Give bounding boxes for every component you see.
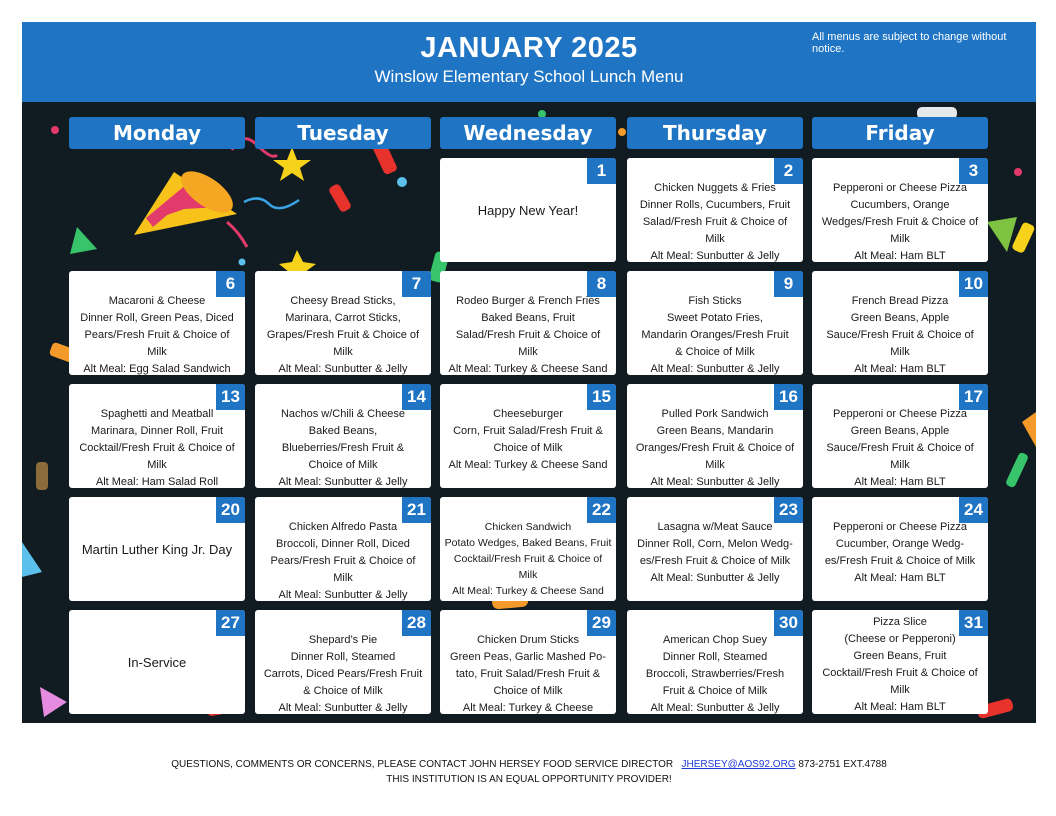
calendar-day-30 <box>627 610 803 714</box>
day-note: Martin Luther King Jr. Day <box>81 541 233 557</box>
menu-text: Chicken Alfredo Pasta Broccoli, Dinner Roll, Diced Pears/Fresh Fruit & Choice of Milk Alt Meal: Sunbutter & Jelly <box>270 521 416 601</box>
day-number: 21 <box>402 497 431 523</box>
calendar-day-14 <box>255 384 431 488</box>
day-number: 23 <box>774 497 803 523</box>
calendar-day-8 <box>440 271 616 375</box>
calendar-day-15 <box>440 384 616 488</box>
calendar-day-17 <box>812 384 988 488</box>
menu-text: Shepard’s Pie Dinner Roll, Steamed Carrots, Diced Pears/Fresh Fruit & Choice of Milk Alt Meal: Sunbutter & Jelly <box>263 634 423 714</box>
day-number: 30 <box>774 610 803 636</box>
page-title: JANUARY 2025 <box>420 32 638 64</box>
day-number: 1 <box>587 158 616 184</box>
day-number: 22 <box>587 497 616 523</box>
contact-email-link[interactable]: JHERSEY@AOS92.ORG <box>681 759 796 770</box>
party-popper-icon <box>134 139 299 247</box>
day-number: 20 <box>216 497 245 523</box>
footer-contact <box>22 759 1036 770</box>
calendar-day-1 <box>440 158 616 262</box>
calendar-day-24 <box>812 497 988 601</box>
menu-text: Pepperoni or Cheese Pizza Green Beans, Apple Sauce/Fresh Fruit & Choice of Milk Alt Meal: Ham BLT <box>826 408 974 488</box>
page-subtitle: Winslow Elementary School Lunch Menu <box>374 67 684 86</box>
day-number: 31 <box>959 610 988 636</box>
menu-text: Nachos w/Chili & Cheese Baked Beans, Blueberries/Fresh Fruit & Choice of Milk Alt Meal: Sunbutter & Jelly <box>278 408 408 488</box>
day-number: 6 <box>216 271 245 297</box>
menu-text: Pepperoni or Cheese Pizza Cucumber, Orange Wedg- es/Fresh Fruit & Choice of Milk Alt Meal: Ham BLT <box>824 521 976 584</box>
calendar-day-27 <box>69 610 245 714</box>
calendar-day-6 <box>69 271 245 375</box>
day-number: 24 <box>959 497 988 523</box>
calendar-day-16 <box>627 384 803 488</box>
day-number: 8 <box>587 271 616 297</box>
calendar-day-29 <box>440 610 616 714</box>
calendar-day-21 <box>255 497 431 601</box>
day-number: 7 <box>402 271 431 297</box>
day-number: 28 <box>402 610 431 636</box>
calendar-day-20 <box>69 497 245 601</box>
day-number: 3 <box>959 158 988 184</box>
day-number: 14 <box>402 384 431 410</box>
page-header <box>22 22 1036 102</box>
menu-text: Pizza Slice (Cheese or Pepperoni) Green Beans, Fruit Cocktail/Fresh Fruit & Choice of Milk Alt Meal: Ham BLT <box>822 616 978 713</box>
menu-text: Pepperoni or Cheese Pizza Cucumbers, Orange Wedges/Fresh Fruit & Choice of Milk Alt Meal: Ham BLT <box>821 182 979 262</box>
day-note: In-Service <box>127 654 187 670</box>
day-number: 13 <box>216 384 245 410</box>
calendar-day-2 <box>627 158 803 262</box>
calendar-day-28 <box>255 610 431 714</box>
day-number: 10 <box>959 271 988 297</box>
menu-text: Fish Sticks Sweet Potato Fries, Mandarin Oranges/Fresh Fruit & Choice of Milk Alt Meal: Sunbutter & Jelly <box>641 295 789 375</box>
calendar-day-10 <box>812 271 988 375</box>
day-number: 27 <box>216 610 245 636</box>
day-number: 2 <box>774 158 803 184</box>
menu-text: French Bread Pizza Green Beans, Apple Sauce/Fresh Fruit & Choice of Milk Alt Meal: Ham BLT <box>826 295 974 375</box>
calendar-day-22 <box>440 497 616 601</box>
day-header-thursday: Thursday <box>627 117 803 149</box>
calendar-day-9 <box>627 271 803 375</box>
menu-text: Chicken Sandwich Potato Wedges, Baked Beans, Fruit Cocktail/Fresh Fruit & Choice of Milk Alt Meal: Turkey & Cheese Sand <box>444 521 612 597</box>
day-header-wednesday: Wednesday <box>440 117 616 149</box>
menu-text: Cheesy Bread Sticks, Marinara, Carrot Sticks, Grapes/Fresh Fruit & Choice of Milk Alt Meal: Sunbutter & Jelly <box>266 295 420 375</box>
day-header-monday: Monday <box>69 117 245 149</box>
menu-text: American Chop Suey Dinner Roll, Steamed Broccoli, Strawberries/Fresh Fruit & Choice of Milk Alt Meal: Sunbutter & Jelly <box>645 634 785 714</box>
day-number: 9 <box>774 271 803 297</box>
menu-text: Cheeseburger Corn, Fruit Salad/Fresh Fruit & Choice of Milk Alt Meal: Turkey & Cheese Sand <box>448 408 608 471</box>
menu-text: Macaroni & Cheese Dinner Roll, Green Peas, Diced Pears/Fresh Fruit & Choice of Milk Alt Meal: Egg Salad Sandwich <box>80 295 234 375</box>
day-header-tuesday: Tuesday <box>255 117 431 149</box>
menu-text: Spaghetti and Meatball Marinara, Dinner Roll, Fruit Cocktail/Fresh Fruit & Choice of Milk Alt Meal: Ham Salad Roll <box>79 408 235 488</box>
menu-text: Rodeo Burger & French Fries Baked Beans, Fruit Salad/Fresh Fruit & Choice of Milk Alt Meal: Turkey & Cheese Sand <box>448 295 608 375</box>
calendar-day-3 <box>812 158 988 262</box>
day-number: 17 <box>959 384 988 410</box>
day-number: 15 <box>587 384 616 410</box>
day-number: 16 <box>774 384 803 410</box>
menu-text: Chicken Drum Sticks Green Peas, Garlic Mashed Po- tato, Fruit Salad/Fresh Fruit & Choice of Milk Alt Meal: Turkey & Cheese <box>450 634 606 714</box>
footer-equal-opportunity: THIS INSTITUTION IS AN EQUAL OPPORTUNITY PROVIDER! <box>386 774 672 785</box>
calendar-day-23 <box>627 497 803 601</box>
calendar-day-13 <box>69 384 245 488</box>
calendar-day-7 <box>255 271 431 375</box>
day-header-friday: Friday <box>812 117 988 149</box>
menu-text: Pulled Pork Sandwich Green Beans, Mandarin Oranges/Fresh Fruit & Choice of Milk Alt Meal: Sunbutter & Jelly <box>635 408 795 488</box>
day-note: Happy New Year! <box>477 202 579 218</box>
change-notice: All menus are subject to change without notice. <box>812 31 1007 55</box>
day-number: 29 <box>587 610 616 636</box>
calendar-board <box>22 102 1036 723</box>
contact-phone: 873-2751 EXT.4788 <box>798 759 887 770</box>
footer-contact-text: QUESTIONS, COMMENTS OR CONCERNS, PLEASE CONTACT JOHN HERSEY FOOD SERVICE DIRECTOR <box>171 759 674 770</box>
menu-text: Lasagna w/Meat Sauce Dinner Roll, Corn, Melon Wedg- es/Fresh Fruit & Choice of Milk Alt Meal: Sunbutter & Jelly <box>637 521 793 584</box>
calendar-day-31 <box>812 610 988 714</box>
menu-text: Chicken Nuggets & Fries Dinner Rolls, Cucumbers, Fruit Salad/Fresh Fruit & Choice of Milk Alt Meal: Sunbutter & Jelly <box>639 182 791 262</box>
